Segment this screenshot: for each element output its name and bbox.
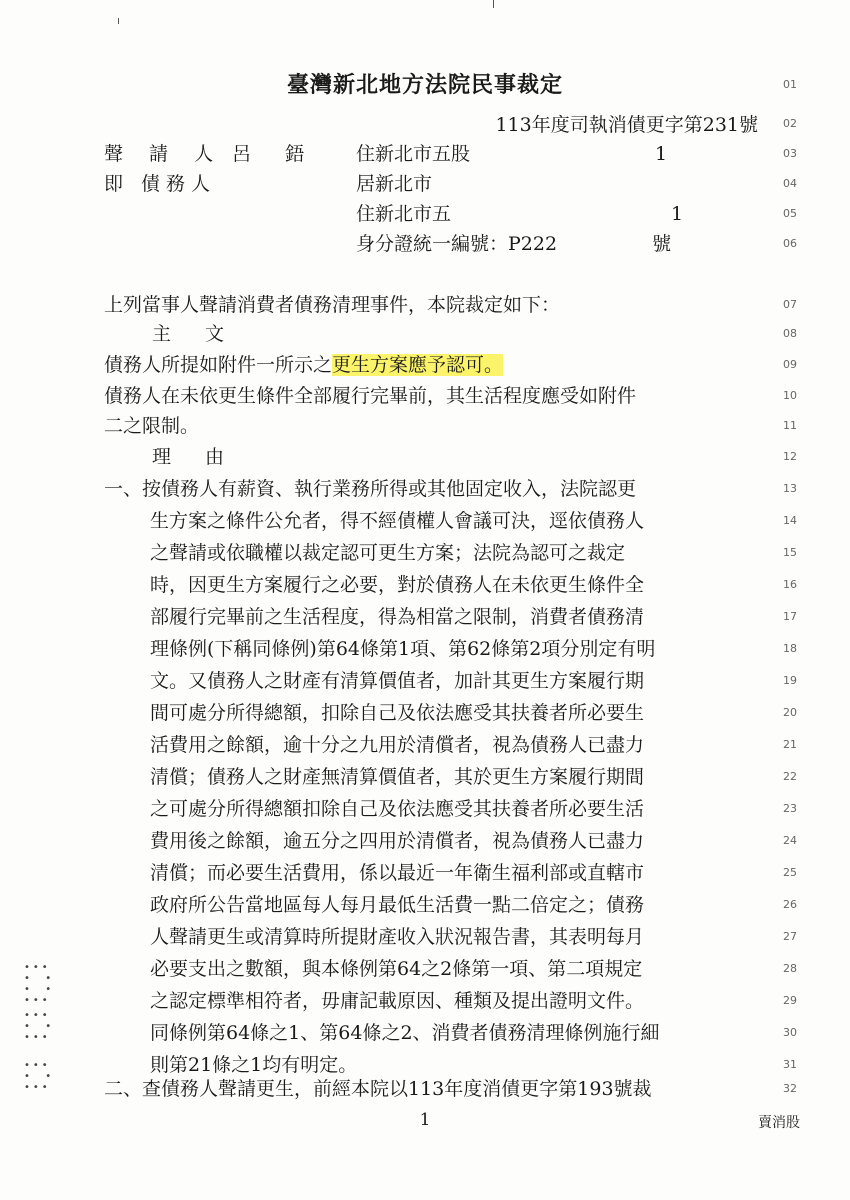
id-number [356,232,671,256]
line-number: 32 [783,1082,797,1095]
reason-line: 清償；債務人之財產無清算價值者，其於更生方案履行期間 [150,766,645,788]
line-number: 25 [783,866,797,879]
party-role-2: 即 債務人 [104,173,217,195]
reason-line: 時，因更生方案履行之必要，對於債務人在未依更生條件全 [150,574,645,596]
line-number: 01 [783,78,797,91]
binding-holes-top: ••• • • • • ••• [24,962,55,1006]
reason-line: 一、按債務人有薪資、執行業務所得或其他固定收入，法院認更 [104,478,637,500]
intro-line: 上列當事人聲請消費者債務清理事件，本院裁定如下： [104,294,561,316]
reason-line: 必要支出之數額，與本條例第64之2條第一項、第二項規定 [150,958,643,980]
reason-line: 費用後之餘額，逾五分之四用於清償者，視為債務人已盡力 [150,830,645,852]
case-number: 113年度司執消債更字第231號 [495,114,758,136]
line-number: 13 [783,482,797,495]
line-number: 24 [783,834,797,847]
line-number: 12 [783,450,797,463]
main-item-2-line-2: 二之限制。 [104,415,200,437]
main-item-1 [104,353,503,377]
address-3-text: 住新北市五 [356,203,452,225]
main-item-2-line-1: 債務人在未依更生條件全部履行完畢前，其生活程度應受如附件 [104,385,637,407]
line-number: 22 [783,770,797,783]
reason-line: 生方案之條件公允者，得不經債權人會議可決，逕依債務人 [150,510,645,532]
line-number: 14 [783,514,797,527]
address-3-tail: 1 [671,203,684,225]
address-2: 居新北市 [356,173,433,195]
main-heading: 主 文 [152,323,239,345]
line-number: 09 [783,358,797,371]
line-number: 17 [783,610,797,623]
reason-line: 之聲請或依職權以裁定認可更生方案；法院為認可之裁定 [150,542,626,564]
address-1 [356,142,667,166]
line-number: 08 [783,327,797,340]
reason-line: 政府所公告當地區每人每月最低生活費一點二倍定之；債務 [150,894,645,916]
line-number: 03 [783,147,797,160]
party-role-1: 聲 請 人 [104,143,224,165]
line-number: 30 [783,1026,797,1039]
line-number: 02 [783,117,797,130]
line-number: 06 [783,237,797,250]
line-number: 10 [783,389,797,402]
reason-line: 之可處分所得總額扣除自己及依法應受其扶養者所必要生活 [150,798,645,820]
line-number: 07 [783,298,797,311]
main-item-1-text: 債務人所提如附件一所示之 [104,354,333,376]
line-number: 29 [783,994,797,1007]
line-number: 28 [783,962,797,975]
line-number: 16 [783,578,797,591]
line-number: 26 [783,898,797,911]
reason-line: 部履行完畢前之生活程度，得為相當之限制，消費者債務清 [150,606,645,628]
line-number: 04 [783,177,797,190]
line-number: 11 [783,419,797,432]
corner-mark [118,18,119,24]
line-number: 20 [783,706,797,719]
document-title: 臺灣新北地方法院民事裁定 [286,72,563,98]
reason-line: 文。又債務人之財產有清算價值者，加計其更生方案履行期 [150,670,645,692]
address-1-tail: 1 [655,143,668,165]
top-mark [493,0,494,8]
reason-line: 理條例(下稱同條例)第64條第1項、第62條第2項分別定有明 [150,638,656,660]
address-1-text: 住新北市五股 [356,143,471,165]
address-3 [356,202,683,226]
page-number: 1 [419,1110,431,1130]
binding-holes-middle: ••• • • ••• [24,1010,55,1043]
reason-line: 間可處分所得總額，扣除自己及依法應受其扶養者所必要生 [150,702,645,724]
reason-heading: 理 由 [152,446,239,468]
reason-line: 二、查債務人聲請更生，前經本院以113年度消債更字第193號裁 [104,1078,652,1100]
binding-holes-bottom: ••• • • ••• [24,1060,55,1093]
reason-line: 清償；而必要生活費用，係以最近一年衛生福利部或直轄市 [150,862,645,884]
id-label: 身分證統一編號：P222 [356,233,558,255]
unit-label: 賣消股 [758,1115,800,1131]
line-number: 23 [783,802,797,815]
line-number: 31 [783,1058,797,1071]
reason-line: 則第21條之1均有明定。 [150,1054,358,1076]
line-number: 21 [783,738,797,751]
reason-line: 活費用之餘額，逾十分之九用於清償者，視為債務人已盡力 [150,734,645,756]
reason-line: 之認定標準相符者，毋庸記載原因、種類及提出證明文件。 [150,990,645,1012]
id-tail: 號 [652,233,672,255]
highlighted-approval: 更生方案應予認可。 [332,354,504,376]
reason-line: 同條例第64條之1、第64條之2、消費者債務清理條例施行細 [150,1022,660,1044]
line-number: 05 [783,207,797,220]
line-number: 15 [783,546,797,559]
party-name: 呂 鋙 [232,143,319,165]
line-number: 19 [783,674,797,687]
reason-line: 人聲請更生或清算時所提財產收入狀況報告書，其表明每月 [150,926,645,948]
line-number: 27 [783,930,797,943]
line-number: 18 [783,642,797,655]
